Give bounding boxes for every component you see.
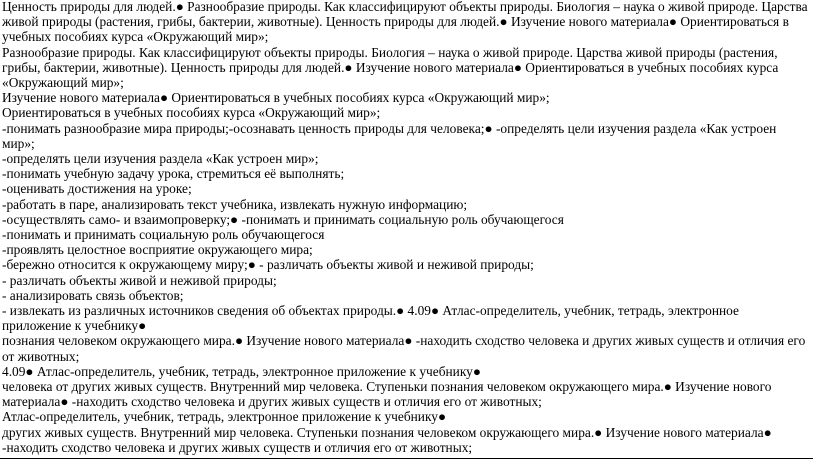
text-paragraph-18: 4.09● Атлас-определитель, учебник, тетрадь, электронное приложение к учебнику●	[2, 363, 481, 379]
text-paragraph-19: человека от других живых существ. Внутренний мир человека. Ступеньки познания человеком окружающего мира.● Изучение нового материала● -находить сходство человека и других живых существ и отличия его от животных;	[2, 379, 772, 410]
text-paragraph-9: -работать в паре, анализировать текст учебника, извлекать нужную информацию;	[2, 196, 468, 212]
text-paragraph-1: Ценность природы для людей.● Разнообразие природы. Как классифицируют объекты природы. Биология – наука о живой природе. Царства живой природы (растения, грибы, бактерии, животные). Ценность природы для людей.● Изучение нового материала● Ориентироваться в учебных пособиях курса «Окружающий мир»;	[2, 0, 808, 45]
text-paragraph-20: Атлас-определитель, учебник, тетрадь, электронное приложение к учебнику●	[2, 409, 447, 425]
text-paragraph-15: - анализировать связь объектов;	[2, 287, 184, 303]
text-paragraph-2: Разнообразие природы. Как классифицируют объекты природы. Биология – наука о живой природе. Царства живой природы (растения, грибы, бактерии, животные). Ценность природы для людей.● Изучение нового материала● Ориентироваться в учебных пособиях курса «Окружающий мир»;	[2, 44, 779, 91]
text-paragraph-17: познания человеком окружающего мира.● Изучение нового материала● -находить сходство человека и других живых существ и отличия его от животных;	[2, 333, 806, 364]
text-paragraph-10: -осуществлять само- и взаимопроверку;● -понимать и принимать социальную роль обучающегося	[2, 211, 564, 227]
text-paragraph-4: Ориентироваться в учебных пособиях курса «Окружающий мир»;	[2, 105, 381, 121]
text-paragraph-8: -оценивать достижения на уроке;	[2, 181, 192, 197]
text-paragraph-11: -понимать и принимать социальную роль обучающегося	[2, 227, 325, 243]
text-paragraph-6: -определять цели изучения раздела «Как устроен мир»;	[2, 151, 319, 167]
text-paragraph-16: - извлекать из различных источников сведения об объектах природы.● 4.09● Атлас-определитель, учебник, тетрадь, электронное приложение к учебнику●	[2, 303, 739, 334]
text-paragraph-7: -понимать учебную задачу урока, стремиться её выполнять;	[2, 166, 345, 182]
text-paragraph-14: - различать объекты живой и неживой природы;	[2, 272, 277, 288]
text-paragraph-12: -проявлять целостное восприятие окружающего мира;	[2, 242, 313, 258]
text-paragraph-21: других живых существ. Внутренний мир человека. Ступеньки познания человеком окружающего мира.● Изучение нового материала● -находить сходство человека и других живых существ и отличия его от животных;	[2, 424, 772, 455]
document-body	[2, 0, 808, 455]
text-paragraph-13: -бережно относится к окружающему миру;● - различать объекты живой и неживой природы;	[2, 257, 534, 273]
text-paragraph-3: Изучение нового материала● Ориентироваться в учебных пособиях курса «Окружающий мир»;	[2, 90, 550, 106]
bottom-divider	[0, 458, 813, 459]
text-paragraph-5: -понимать разнообразие мира природы;-осознавать ценность природы для человека;● -определять цели изучения раздела «Как устроен мир»;	[2, 120, 777, 151]
